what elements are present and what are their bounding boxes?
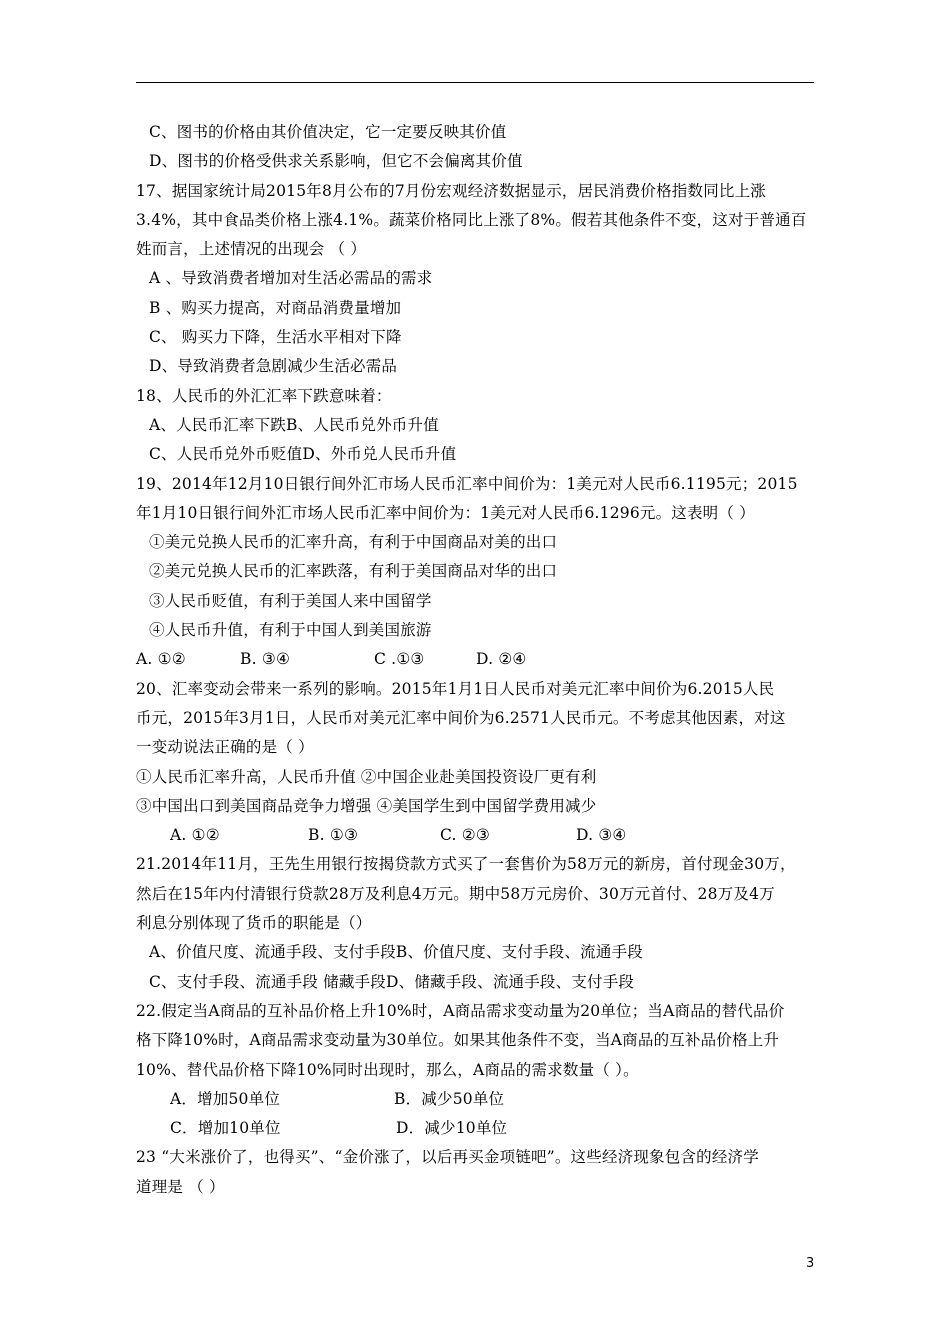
q20-statements-34: ③中国出口到美国商品竞争力增强 ④美国学生到中国留学费用减少: [136, 796, 597, 815]
q20-option-b: B. ①③: [308, 826, 359, 845]
q19-statement-1: ①美元兑换人民币的汇率升高，有利于中国商品对美的出口: [149, 533, 558, 552]
q22-stem-line2: 格下降10%时，A商品需求变动量为30单位。如果其他条件不变，当A商品的互补品价格上升: [136, 1031, 780, 1050]
q22-option-d: D．减少10单位: [396, 1119, 508, 1138]
q19-stem-line2: 年1月10日银行间外汇市场人民币汇率中间价为：1美元对人民币6.1296元。这表明（ ）: [136, 503, 755, 522]
q22-options-row2: [136, 1114, 820, 1143]
q23-stem-line2: 道理是 （ ）: [136, 1177, 225, 1196]
q17-stem-line3: 姓而言，上述情况的出现会 （ ）: [136, 240, 367, 259]
q17-stem-line1: 17、据国家统计局2015年8月公布的7月份宏观经济数据显示，居民消费价格指数同比上涨: [136, 181, 766, 200]
q21-stem-line2: 然后在15年内付清银行贷款28万及利息4万元。期中58万元房价、30万元首付、28万及4万: [136, 884, 775, 903]
q20-stem-line3: 一变动说法正确的是（ ）: [136, 738, 314, 757]
q23-stem-line1: 23 “大米涨价了，也得买”、“金价涨了，以后再买金项链吧”。这些经济现象包含的经济学: [136, 1148, 759, 1167]
q20-option-a: A. ①②: [170, 826, 220, 845]
q22-stem-line3: 10%、替代品价格下降10%同时出现时，那么，A商品的需求数量（ ）。: [136, 1060, 639, 1079]
q19-statement-2: ②美元兑换人民币的汇率跌落，有利于美国商品对华的出口: [149, 562, 558, 581]
q17-option-d: D、导致消费者急剧减少生活必需品: [149, 357, 398, 376]
q18-options-ab: A、人民币汇率下跌B、人民币兑外币升值: [149, 415, 439, 434]
q19-option-a: A. ①②: [136, 650, 186, 669]
q22-stem-line1: 22.假定当A商品的互补品价格上升10%时，A商品需求变动量为20单位；当A商品的替代品价: [136, 1001, 785, 1020]
q17-option-a: A 、导致消费者增加对生活必需品的需求: [149, 269, 433, 288]
q19-statement-3: ③人民币贬值，有利于美国人来中国留学: [149, 591, 432, 610]
q17-stem-line2: 3.4%，其中食品类价格上涨4.1%。蔬菜价格同比上涨了8%。假若其他条件不变，这对于普通百: [136, 210, 807, 229]
q19-options: [136, 645, 820, 674]
q21-stem-line3: 利息分别体现了货币的职能是（）: [136, 914, 372, 933]
q20-statements-12: ①人民币汇率升高，人民币升值 ②中国企业赴美国投资设厂更有利: [136, 767, 597, 786]
q17-option-c: C、 购买力下降，生活水平相对下降: [149, 328, 402, 347]
q21-options-ab: A、价值尺度、流通手段、支付手段B、价值尺度、支付手段、流通手段: [149, 943, 643, 962]
q18-options-cd: C、人民币兑外币贬值D、外币兑人民币升值: [149, 445, 457, 464]
q20-option-d: D. ③④: [576, 826, 627, 845]
q16-option-d: D、图书的价格受供求关系影响，但它不会偏离其价值: [149, 152, 523, 171]
q22-option-c: C．增加10单位: [170, 1119, 281, 1138]
q21-stem-line1: 21.2014年11月，王先生用银行按揭贷款方式买了一套售价为58万元的新房，首付现金30万，: [136, 855, 796, 874]
q20-stem-line2: 币元，2015年3月1日，人民币对美元汇率中间价为6.2571人民币元。不考虑其他因素，对这: [136, 708, 786, 727]
document-body: [136, 118, 820, 1202]
q19-stem-line1: 19、2014年12月10日银行间外汇市场人民币汇率中间价为：1美元对人民币6.1195元；2015: [136, 474, 798, 493]
page-number: 3: [806, 1256, 815, 1271]
q19-option-c: C .①③: [374, 650, 425, 669]
q20-options: [136, 821, 820, 850]
q19-statement-4: ④人民币升值，有利于中国人到美国旅游: [149, 621, 432, 640]
q17-option-b: B 、购买力提高，对商品消费量增加: [149, 298, 402, 317]
header-rule: [136, 82, 814, 83]
q20-stem-line1: 20、汇率变动会带来一系列的影响。2015年1月1日人民币对美元汇率中间价为6.2015人民: [136, 679, 775, 698]
q19-option-b: B. ③④: [240, 650, 291, 669]
q21-options-cd: C、支付手段、流通手段 储藏手段D、储藏手段、流通手段、支付手段: [149, 972, 635, 991]
q22-options-row1: [136, 1085, 820, 1114]
q19-option-d: D. ②④: [476, 650, 527, 669]
q18-stem: 18、人民币的外汇汇率下跌意味着：: [136, 386, 392, 405]
q16-option-c: C、图书的价格由其价值决定，它一定要反映其价值: [149, 123, 507, 141]
q22-option-a: A．增加50单位: [170, 1089, 281, 1108]
q22-option-b: B．减少50单位: [394, 1089, 505, 1108]
q20-option-c: C. ②③: [440, 826, 490, 845]
